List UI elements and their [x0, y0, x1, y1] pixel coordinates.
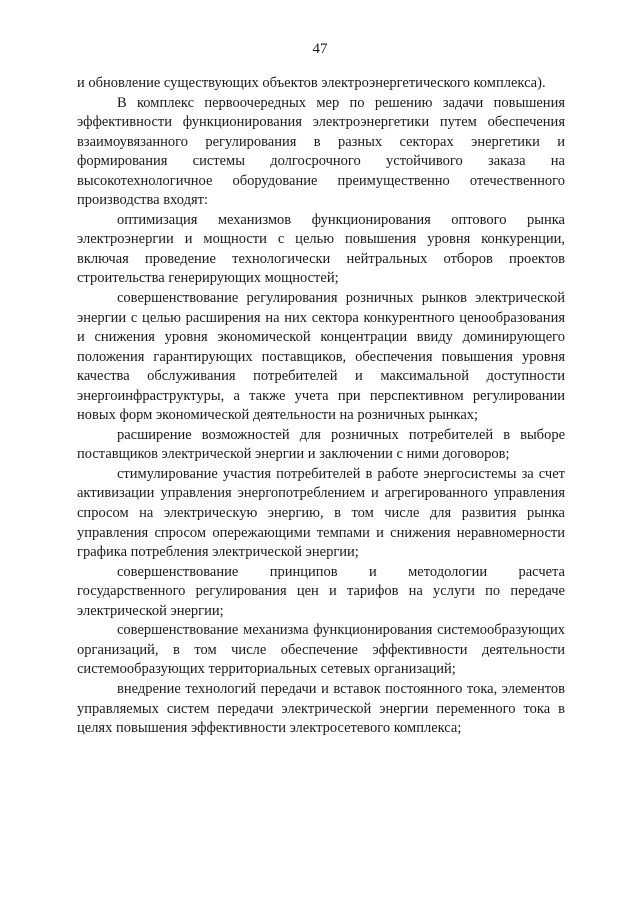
list-item-system-organizations: совершенствование механизма функционирования системообразующих организаций, в том числе обеспечение эффективности деятельности системообразующих территориальных сетевых организаций;	[77, 622, 565, 678]
page-number: 47	[312, 41, 328, 57]
list-item-retail-regulation: совершенствование регулирования розничных рынков электрической энергии с целью расширения на них сектора конкурентного ценообразования и снижения уровня экономической концентрации ввиду доминирующего положения гарантирующих поставщиков, обеспечения повышения уровня качества обслуживания потребителей и максимальной доступности энергоинфраструктуры, а также учета при перспективном регулировании новых форм экономической деятельности на розничных рынках;	[77, 290, 565, 424]
paragraph-intro: В комплекс первоочередных мер по решению задачи повышения эффективности функционирования электроэнергетики путем обеспечения взаимоувязанного регулирования в разных секторах энергетики и формирования системы долгосрочного устойчивого заказа на высокотехнологичное оборудование преимущественно отечественного производства входят:	[77, 94, 565, 209]
list-item-demand-response: стимулирование участия потребителей в работе энергосистемы за счет активизации управления энергопотреблением и агрегированного управления спросом на электрическую энергию, в том числе для развития рынка управления спросом опережающими темпами и снижения неравномерности графика потребления электрической энергии;	[77, 465, 565, 561]
list-item-dc-transmission: внедрение технологий передачи и вставок постоянного тока, элементов управляемых систем передачи электрической энергии переменного тока в целях повышения эффективности электросетевого комплекса;	[77, 680, 565, 737]
body-text	[77, 74, 565, 739]
list-item-wholesale-market: оптимизация механизмов функционирования оптового рынка электроэнергии и мощности с целью повышения уровня конкуренции, включая проведение технологически нейтральных отборов проектов строительства генерирующих мощностей;	[77, 211, 565, 287]
list-item-tariff-regulation: совершенствование принципов и методологии расчета государственного регулирования цен и тарифов на услуги по передаче электрической энергии;	[77, 563, 565, 619]
list-item-consumer-choice: расширение возможностей для розничных потребителей в выборе поставщиков электрической энергии и заключении с ними договоров;	[77, 426, 565, 463]
paragraph-continuation: и обновление существующих объектов электроэнергетического комплекса).	[77, 75, 546, 91]
